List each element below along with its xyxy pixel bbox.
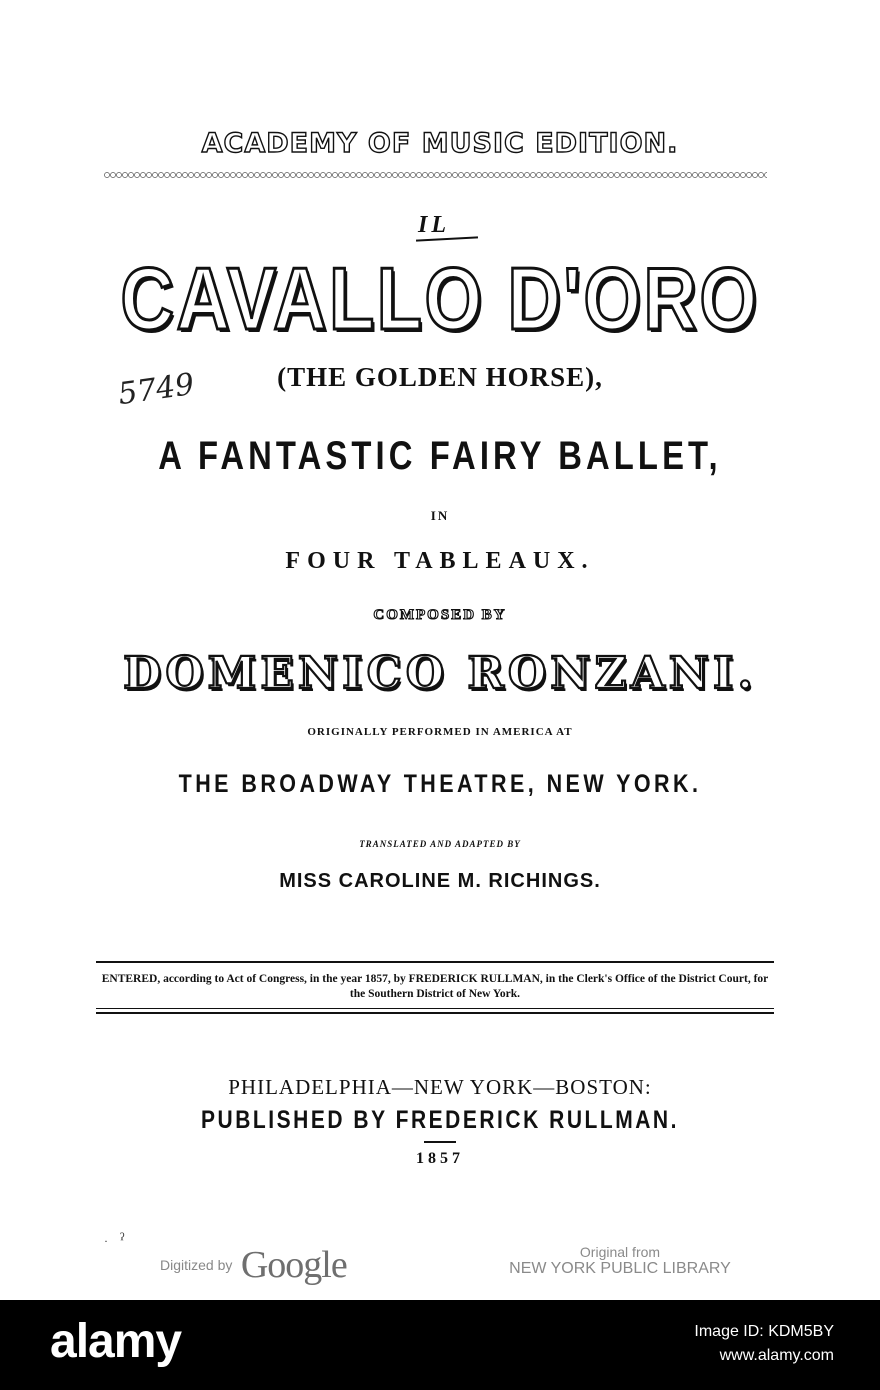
publisher-line: PUBLISHED BY FREDERICK RULLMAN. bbox=[201, 1106, 679, 1134]
image-id: Image ID: KDM5BY bbox=[694, 1323, 834, 1340]
original-from-label: Original from bbox=[579, 1244, 661, 1260]
translated-label: TRANSLATED AND ADAPTED BY bbox=[359, 839, 521, 849]
top-rule bbox=[96, 961, 774, 963]
google-logo: Google bbox=[240, 1244, 347, 1286]
handwritten-number: 5749 bbox=[115, 366, 197, 413]
theatre-name: THE BROADWAY THEATRE, NEW YORK. bbox=[178, 770, 702, 798]
edition-heading: ACADEMY OF MUSIC EDITION. bbox=[201, 128, 679, 159]
genre-line: A FANTASTIC FAIRY BALLET, bbox=[158, 434, 722, 478]
digitized-by-credit bbox=[160, 1243, 347, 1287]
copyright-notice: ENTERED, according to Act of Congress, in the year 1857, by FREDERICK RULLMAN, in the Clerk's Office of the District Court, for the Southern District of New York. bbox=[101, 973, 769, 1000]
bottom-rule-thin bbox=[96, 1008, 774, 1009]
wavy-divider bbox=[104, 170, 767, 178]
library-name: NEW YORK PUBLIC LIBRARY bbox=[509, 1260, 731, 1277]
bottom-rule bbox=[96, 1012, 774, 1014]
stray-mark: · bbox=[104, 1234, 108, 1248]
alamy-logo: alamy bbox=[50, 1315, 182, 1368]
image-id-block bbox=[694, 1320, 834, 1368]
year-rule bbox=[424, 1141, 456, 1143]
originally-performed-label: ORIGINALLY PERFORMED IN AMERICA AT bbox=[307, 726, 573, 738]
subtitle: (THE GOLDEN HORSE), bbox=[277, 362, 603, 392]
parts-line: FOUR TABLEAUX. bbox=[285, 548, 595, 574]
main-title: CAVALLO D'ORO bbox=[120, 249, 760, 348]
publication-places: PHILADELPHIA—NEW YORK—BOSTON: bbox=[228, 1075, 652, 1099]
stray-mark: ˀ bbox=[120, 1229, 125, 1249]
site-url: www.alamy.com bbox=[719, 1347, 834, 1364]
translator-name: MISS CAROLINE M. RICHINGS. bbox=[279, 870, 601, 892]
publication-year: 1857 bbox=[416, 1150, 464, 1167]
stock-banner bbox=[0, 1300, 880, 1390]
title-article: IL bbox=[418, 212, 450, 238]
digitized-by-label: Digitized by bbox=[160, 1257, 233, 1273]
composed-by-label: COMPOSED BY bbox=[373, 607, 507, 623]
in-word: IN bbox=[430, 508, 450, 523]
source-credit bbox=[500, 1244, 740, 1278]
composer-name: DOMENICO RONZANI. bbox=[123, 648, 757, 699]
